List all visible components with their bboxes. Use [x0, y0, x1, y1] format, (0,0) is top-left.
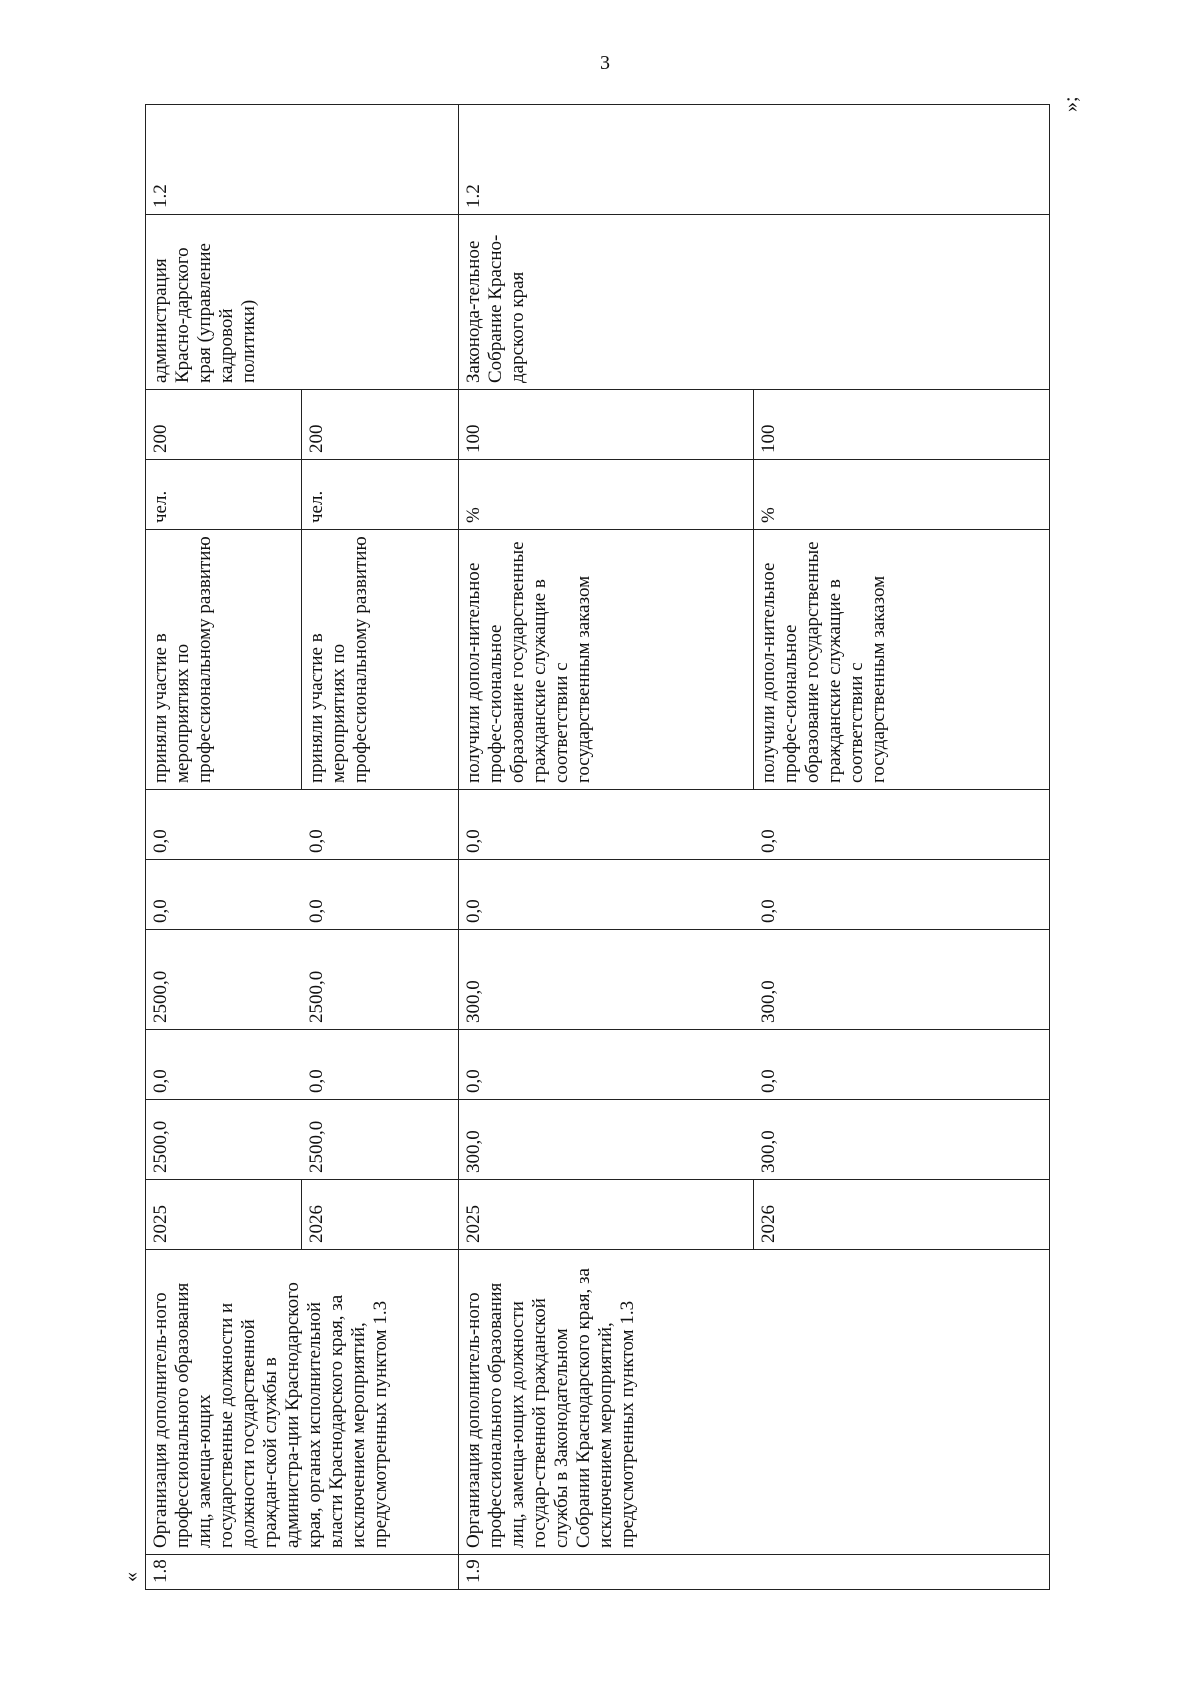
executor-cell: администрация Красно-дарского края (управление кадровой политики) [146, 215, 459, 390]
unit-cell: % [754, 460, 1050, 530]
regional-budget-cell: 2500,0 [302, 930, 458, 1030]
federal-budget-cell: 0,0 [302, 1030, 458, 1100]
regional-budget-cell: 300,0 [458, 930, 754, 1030]
local-budget-cell: 0,0 [146, 860, 302, 930]
program-measures-table [145, 104, 1050, 1590]
year-cell: 2026 [302, 1180, 458, 1250]
result-value-cell: 200 [302, 390, 458, 460]
result-description-cell: приняли участие в мероприятиях по профессиональному развитию [302, 530, 458, 790]
result-description-cell: получили допол-нительное профес-сиональное образование государственные гражданские служащие в соответствии с государственным заказом [754, 530, 1050, 790]
result-value-cell: 100 [754, 390, 1050, 460]
table-row [458, 105, 754, 1590]
local-budget-cell: 0,0 [302, 860, 458, 930]
closing-quote-mark: »; [1060, 96, 1082, 112]
regional-budget-cell: 300,0 [754, 930, 1050, 1030]
task-reference-cell: 1.2 [458, 105, 1049, 215]
measure-description: Организация дополнитель-ного профессионального образования лиц, замеща-ющих должности государ-ственной гражданской службы в Законодательном Собрании Краснодарского края, за исключением мероприятий, предусмотренных пунктом 1.3 [458, 1250, 1049, 1555]
federal-budget-cell: 0,0 [458, 1030, 754, 1100]
table-row [146, 105, 302, 1590]
unit-cell: % [458, 460, 754, 530]
page-number: 3 [600, 52, 610, 74]
federal-budget-cell: 0,0 [754, 1030, 1050, 1100]
total-amount-cell: 2500,0 [302, 1100, 458, 1180]
result-value-cell: 200 [146, 390, 302, 460]
extrabudget-cell: 0,0 [458, 790, 754, 860]
regional-budget-cell: 2500,0 [146, 930, 302, 1030]
measure-description: Организация дополнитель-ного профессионального образования лиц, замеща-ющих государственные должности и должности государственной граждан-ской службы в администра-ции Краснодарского края, органах исполнительной власти Краснодарского края, за исключением мероприятий, предусмотренных пунктом 1.3 [146, 1250, 459, 1555]
extrabudget-cell: 0,0 [302, 790, 458, 860]
total-amount-cell: 300,0 [754, 1100, 1050, 1180]
local-budget-cell: 0,0 [754, 860, 1050, 930]
task-reference-cell: 1.2 [146, 105, 459, 215]
result-description-cell: получили допол-нительное профес-сиональное образование государственные гражданские служащие в соответствии с государственным заказом [458, 530, 754, 790]
rotated-table-container [145, 105, 1050, 1590]
unit-cell: чел. [146, 460, 302, 530]
executor-cell: Законода-тельное Собрание Красно-дарского края [458, 215, 1049, 390]
opening-quote-mark: « [120, 1572, 142, 1582]
federal-budget-cell: 0,0 [146, 1030, 302, 1100]
year-cell: 2026 [754, 1180, 1050, 1250]
row-number: 1.8 [146, 1555, 459, 1590]
row-number: 1.9 [458, 1555, 1049, 1590]
total-amount-cell: 300,0 [458, 1100, 754, 1180]
result-description-cell: приняли участие в мероприятиях по профессиональному развитию [146, 530, 302, 790]
unit-cell: чел. [302, 460, 458, 530]
result-value-cell: 100 [458, 390, 754, 460]
extrabudget-cell: 0,0 [146, 790, 302, 860]
local-budget-cell: 0,0 [458, 860, 754, 930]
total-amount-cell: 2500,0 [146, 1100, 302, 1180]
extrabudget-cell: 0,0 [754, 790, 1050, 860]
year-cell: 2025 [146, 1180, 302, 1250]
year-cell: 2025 [458, 1180, 754, 1250]
